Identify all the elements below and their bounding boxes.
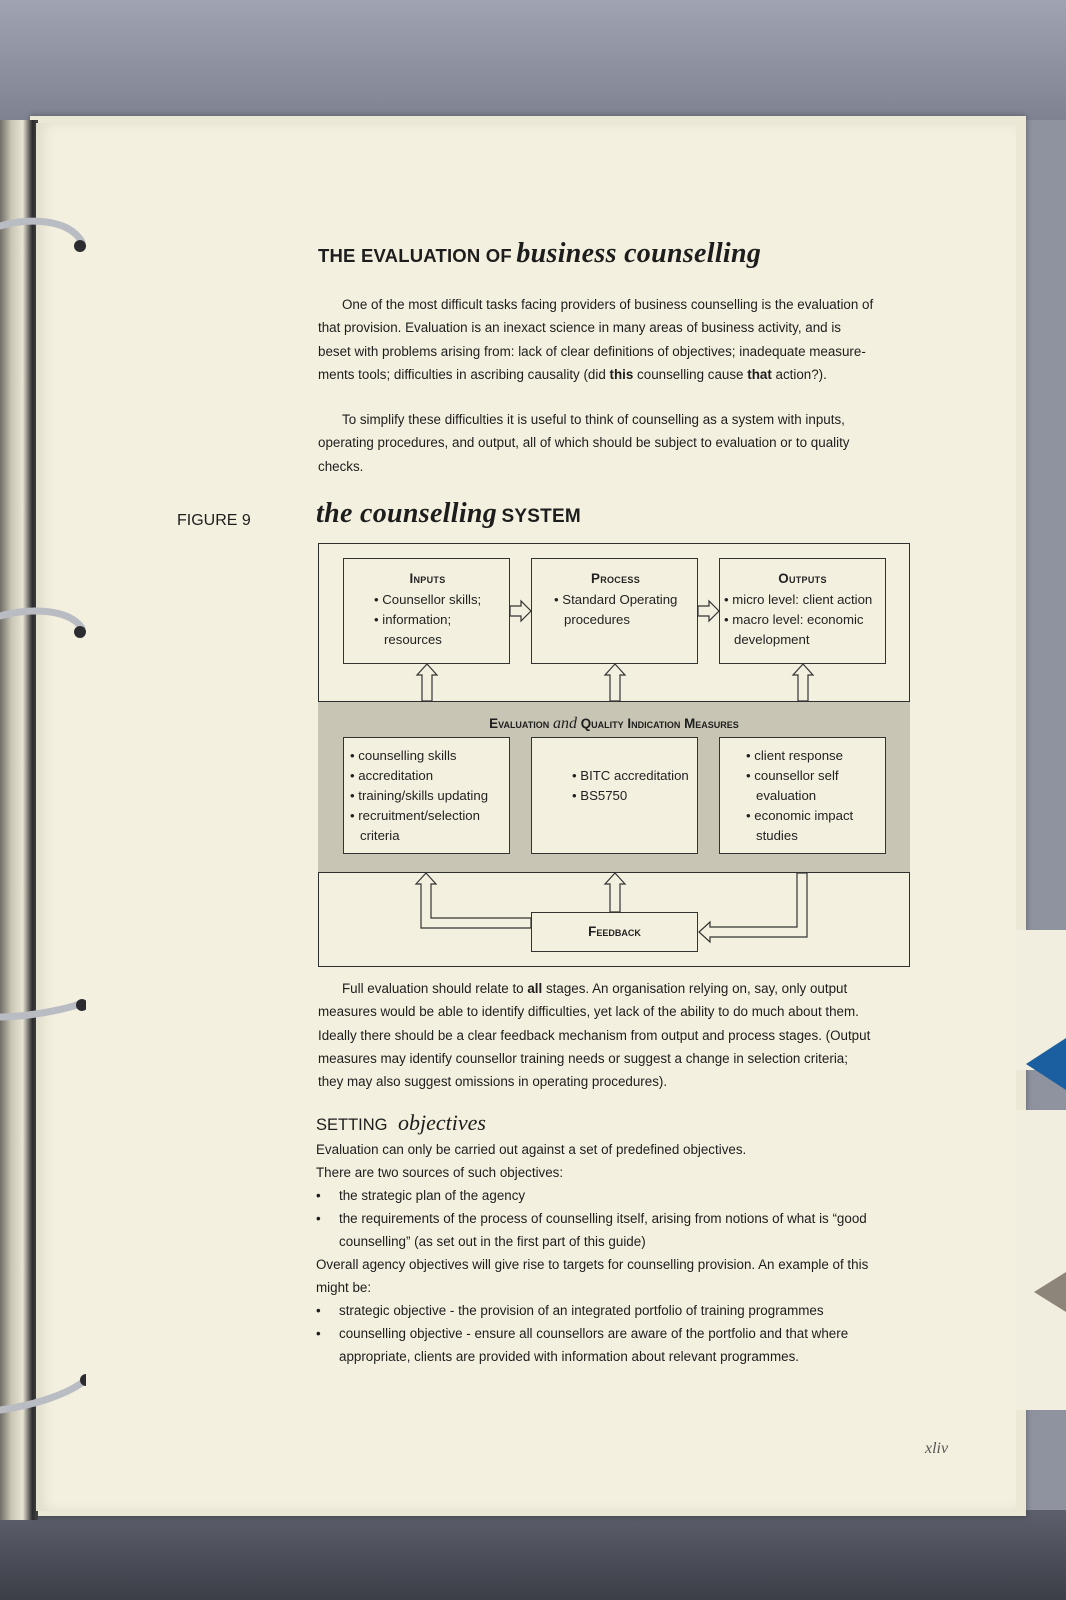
text-line: measures may identify counsellor training needs or suggest a change in selection criteria; [318, 1050, 848, 1066]
blue-tab-marker [1026, 1038, 1066, 1090]
list-item-text: accreditation [358, 768, 434, 783]
list-item-text [339, 1322, 916, 1369]
text-line: counselling objective - ensure all counsellors are aware of the portfolio and that where [339, 1326, 849, 1341]
text-line: counselling cause [633, 366, 748, 382]
text-line: they may also suggest omissions in operating procedures). [318, 1074, 668, 1090]
table-surface-top [0, 0, 1066, 120]
text-line: To simplify these difficulties it is useful to think of counselling as a system with inputs, [342, 412, 845, 427]
inputs-title: Inputs [409, 571, 446, 586]
list-item-text: BS5750 [580, 788, 628, 803]
evaluation-paragraph [318, 977, 928, 1093]
text-line: One of the most difficult tasks facing providers of business counselling is the evaluation of [342, 297, 874, 312]
process-box [531, 558, 698, 664]
binder-ring-icon [0, 212, 86, 260]
list-item: • accreditation [350, 768, 434, 783]
text-line: ments tools; difficulties in ascribing causality (did [318, 366, 610, 382]
page-number: xliv [925, 1440, 949, 1457]
text-line: Ideally there should be a clear feedback mechanism from output and process stages. (Output [318, 1027, 871, 1043]
bullet: • [316, 1188, 321, 1203]
band-title-part: Evaluation [489, 716, 550, 731]
binder-ring-icon [0, 1370, 86, 1418]
measures-outputs-box [719, 737, 886, 854]
outputs-box [719, 558, 886, 664]
list-item [316, 1207, 916, 1254]
grey-tab-marker [1034, 1272, 1066, 1312]
list-item: • counselling skills [350, 748, 457, 763]
text-line: measures would be able to identify difficulties, yet lack of the ability to do much about them. [318, 1004, 859, 1020]
list-item-text: training/skills updating [358, 788, 489, 803]
binder-ring-icon [0, 602, 86, 650]
table-surface-bottom [0, 1510, 1066, 1600]
text-line: beset with problems arising from: lack of clear definitions of objectives; inadequate measure- [318, 343, 866, 359]
list-item-text: Standard Operating procedures [562, 592, 678, 627]
intro-paragraph-1 [318, 293, 918, 386]
emphasis: that [747, 366, 772, 382]
figure-label: FIGURE 9 [177, 512, 251, 529]
list-item-text: counsellor self evaluation [754, 768, 839, 803]
text-line: Evaluation can only be carried out against a set of predefined objectives. [316, 1142, 747, 1157]
list-item-text: recruitment/selection criteria [358, 808, 480, 843]
objectives-example-intro [316, 1253, 926, 1300]
emphasis: all [527, 981, 543, 996]
list-item-text: counselling skills [358, 748, 457, 763]
bullet: • [316, 1303, 321, 1318]
list-item: • training/skills updating [350, 788, 489, 803]
list-item: • Standard Operating procedures [554, 592, 678, 627]
binder-ring-icon [0, 995, 86, 1043]
list-item-text: client response [754, 748, 843, 763]
list-item-text: information; resources [382, 612, 452, 647]
evaluation-band-title [318, 715, 910, 733]
band-title-part: Quality Indication Measures [580, 716, 739, 731]
measures-inputs-box [343, 737, 510, 854]
list-item: • economic impact studies [746, 808, 854, 843]
text-line: that provision. Evaluation is an inexact science in many areas of business activity, and is [318, 320, 841, 336]
text-line: might be: [316, 1280, 372, 1296]
list-item: • BITC accreditation [572, 768, 689, 783]
text-line: There are two sources of such objectives: [316, 1165, 564, 1181]
text-line: appropriate, clients are provided with information about relevant programmes. [339, 1349, 799, 1365]
figure-title-script: the counselling [316, 498, 498, 529]
outputs-title: Outputs [778, 571, 827, 586]
list-item: • client response [746, 748, 843, 763]
band-title-conjunction: and [553, 715, 577, 732]
text-line: action?). [771, 366, 827, 382]
text-line: checks. [318, 458, 364, 474]
list-item: • recruitment/selection criteria [350, 808, 480, 843]
binder-spine [0, 120, 38, 1520]
bullet: • [316, 1211, 321, 1226]
list-item: • information; resources [374, 612, 452, 647]
inputs-box [343, 558, 510, 664]
text-line: the requirements of the process of counselling itself, arising from notions of what is “good [339, 1211, 867, 1226]
list-item-text: BITC accreditation [580, 768, 689, 783]
list-item: • BS5750 [572, 788, 628, 803]
page-title [318, 238, 761, 270]
list-item-text: Counsellor skills; [382, 592, 482, 607]
section-heading [316, 1110, 486, 1136]
list-item: • macro level: economic development [724, 612, 864, 647]
bullet: • [316, 1326, 321, 1341]
list-item: • counsellor self evaluation [746, 768, 839, 803]
list-item-text: the strategic plan of the agency [339, 1188, 526, 1203]
figure-title-caps: SYSTEM [501, 506, 581, 527]
objectives-intro [316, 1138, 926, 1185]
text-line: Overall agency objectives will give rise to targets for counselling provision. An example of this [316, 1257, 869, 1272]
figure-title [316, 498, 581, 530]
list-item-text: economic impact studies [754, 808, 854, 843]
emphasis: this [609, 366, 634, 382]
text-line: operating procedures, and output, all of which should be subject to evaluation or to quality [318, 435, 850, 451]
section-heading-script: objectives [397, 1110, 486, 1135]
list-item [316, 1322, 916, 1369]
list-item-text [339, 1207, 916, 1254]
text-line: counselling” (as set out in the first part of this guide) [339, 1234, 646, 1250]
process-title: Process [590, 571, 641, 586]
list-item-text: macro level: economic development [732, 612, 864, 647]
list-item: • micro level: client action [724, 592, 873, 607]
intro-paragraph-2 [318, 408, 918, 478]
text-line: stages. An organisation relying on, say, only output [542, 981, 848, 996]
list-item-text: strategic objective - the provision of an integrated portfolio of training programmes [339, 1303, 824, 1318]
list-item-text: micro level: client action [732, 592, 873, 607]
feedback-box: Feedback [531, 912, 698, 952]
list-item [316, 1184, 916, 1208]
page-title-caps: THE EVALUATION OF [318, 245, 512, 266]
text-line: Full evaluation should relate to [342, 981, 528, 996]
list-item [316, 1299, 916, 1323]
list-item: • Counsellor skills; [374, 592, 482, 607]
measures-process-box [531, 737, 698, 854]
divider-tab-lower [1014, 1110, 1066, 1410]
section-heading-caps: SETTING [316, 1116, 388, 1134]
page-title-script: business counselling [516, 238, 762, 269]
